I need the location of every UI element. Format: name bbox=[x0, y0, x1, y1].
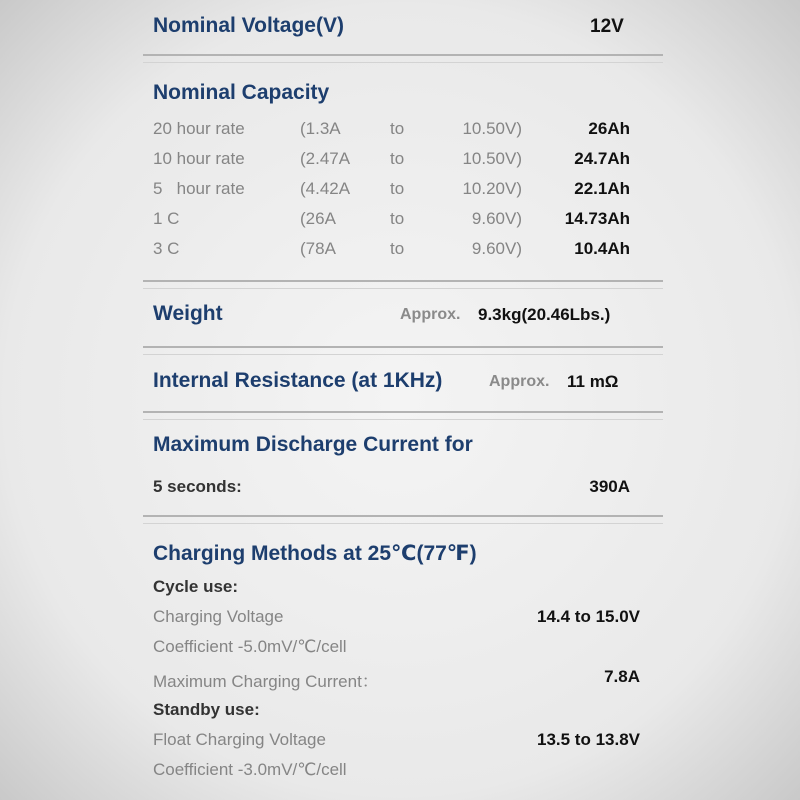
capacity-rate: 20 hour rate bbox=[153, 119, 245, 138]
capacity-rate: 1 C bbox=[153, 209, 180, 228]
charging-voltage-label: Charging Voltage bbox=[153, 607, 284, 626]
cycle-coefficient: Coefficient -5.0mV/℃/cell bbox=[153, 637, 347, 656]
capacity-end-voltage: 9.60V) bbox=[471, 239, 522, 258]
divider bbox=[143, 411, 663, 420]
charging-heading: Charging Methods at 25℃(77℉) bbox=[153, 542, 477, 565]
capacity-current: (4.42A bbox=[300, 179, 351, 198]
capacity-value: 22.1Ah bbox=[574, 179, 630, 198]
capacity-to: to bbox=[390, 149, 405, 168]
divider bbox=[143, 280, 663, 289]
capacity-current: (2.47A bbox=[300, 149, 351, 168]
nominal-voltage-label: Nominal Voltage(V) bbox=[153, 14, 344, 37]
divider bbox=[143, 346, 663, 355]
internal-resistance-value: 11 mΩ bbox=[567, 372, 619, 391]
capacity-value: 24.7Ah bbox=[574, 149, 630, 168]
standby-use-label: Standby use: bbox=[153, 700, 260, 719]
internal-resistance-label: Internal Resistance (at 1KHz) bbox=[153, 369, 443, 392]
max-charging-current-value: 7.8A bbox=[604, 667, 640, 686]
internal-resistance-approx: Approx. bbox=[489, 373, 550, 390]
capacity-current: (26A bbox=[300, 209, 336, 228]
capacity-value: 14.73Ah bbox=[564, 209, 630, 228]
capacity-end-voltage: 10.20V) bbox=[462, 179, 522, 198]
max-charging-current-label: Maximum Charging Current： bbox=[153, 672, 379, 691]
capacity-current: (78A bbox=[300, 239, 336, 258]
capacity-to: to bbox=[390, 179, 405, 198]
capacity-value: 26Ah bbox=[588, 119, 630, 138]
capacity-rate: 3 C bbox=[153, 239, 180, 258]
divider bbox=[143, 515, 663, 524]
max-discharge-label: 5 seconds: bbox=[153, 477, 242, 496]
capacity-value: 10.4Ah bbox=[574, 239, 630, 258]
capacity-to: to bbox=[390, 239, 405, 258]
max-discharge-value: 390A bbox=[589, 477, 630, 496]
float-voltage-label: Float Charging Voltage bbox=[153, 730, 326, 749]
cycle-use-label: Cycle use: bbox=[153, 577, 239, 596]
capacity-end-voltage: 10.50V) bbox=[462, 149, 522, 168]
standby-coefficient: Coefficient -3.0mV/℃/cell bbox=[153, 760, 347, 779]
divider bbox=[143, 54, 663, 63]
weight-approx: Approx. bbox=[400, 306, 461, 323]
charging-voltage-value: 14.4 to 15.0V bbox=[536, 607, 640, 626]
capacity-current: (1.3A bbox=[300, 119, 341, 138]
capacity-to: to bbox=[390, 119, 405, 138]
float-voltage-value: 13.5 to 13.8V bbox=[536, 730, 640, 749]
capacity-to: to bbox=[390, 209, 405, 228]
weight-value: 9.3kg(20.46Lbs.) bbox=[478, 305, 611, 324]
weight-label: Weight bbox=[153, 302, 223, 325]
capacity-end-voltage: 9.60V) bbox=[471, 209, 522, 228]
nominal-voltage-value: 12V bbox=[590, 16, 624, 37]
capacity-end-voltage: 10.50V) bbox=[462, 119, 522, 138]
capacity-rate: 5 hour rate bbox=[153, 179, 245, 198]
nominal-capacity-heading: Nominal Capacity bbox=[153, 81, 330, 104]
max-discharge-heading: Maximum Discharge Current for bbox=[153, 433, 473, 456]
capacity-rate: 10 hour rate bbox=[153, 149, 245, 168]
